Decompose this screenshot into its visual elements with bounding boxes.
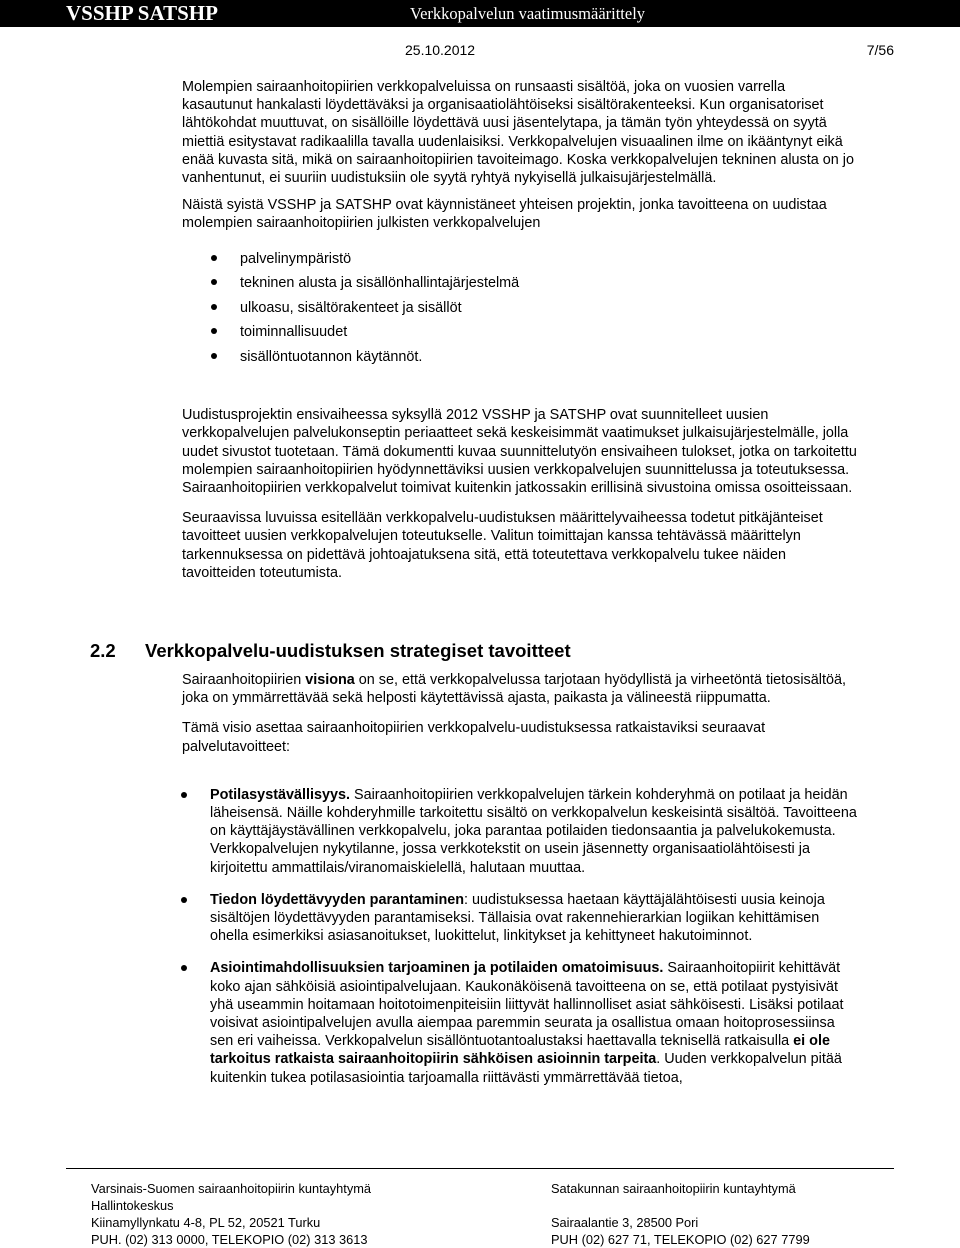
bullet-icon — [181, 897, 187, 903]
footer-line: Varsinais-Suomen sairaanhoitopiirin kuntayhtymä — [91, 1181, 372, 1196]
list-item-text: tekninen alusta ja sisällönhallintajärjestelmä — [240, 275, 520, 292]
footer-line: PUH. (02) 313 0000, TELEKOPIO (02) 313 3613 — [91, 1232, 368, 1247]
list-item-text: palvelinympäristö — [240, 250, 352, 267]
vision-text-end: on se, että verkkopalvelussa tarjotaan hyödyllistä ja virheetöntä tietosisältöä, joka on ymmärrettävää sekä helposti käytettävissä ajasta, paikasta ja välineestä riippumatta. — [182, 672, 846, 707]
footer-line: Satakunnan sairaanhoitopiirin kuntayhtymä — [551, 1181, 796, 1196]
list-item-text: sisällöntuotannon käytännöt. — [240, 348, 423, 365]
bullet-icon — [181, 792, 187, 798]
goal-item-patient-friendliness — [182, 786, 857, 877]
goal-text-end: . Uuden verkkopalvelun pitää kuitenkin tukea potilasasiointia tarjoamalla riittävästi ymmärrettävää tietoa, — [210, 1051, 842, 1086]
page-number: 7/56 — [866, 42, 894, 58]
service-goals-list — [182, 786, 857, 1087]
vision-paragraph — [182, 671, 857, 707]
section-heading — [90, 640, 571, 662]
section-number: 2.2 — [90, 640, 116, 661]
goal-text: Sairaanhoitopiirien verkkopalvelujen tärkein kohderyhmä on potilaat ja heidän läheisensä. Näille kohderyhmille tarkoitettu sisältö on verkkopalvelun keskeisintä sisältöä. Tavoitteena on käyttäjäystävällinen verkkopalvelu, joka parantaa potilaiden tiedonsaantia ja palvelukokemusta. Verkkopalvelujen nykytilanne, jossa verkkotekstit on usein jäsennetty organisaatiolähtöisesti ja kirjoitettu ammattilais/viranomaiskielellä, halutaan muuttaa. — [210, 786, 857, 876]
list-item — [182, 247, 857, 272]
header-date: 25.10.2012 — [405, 42, 476, 58]
bullet-icon — [211, 304, 217, 310]
bullet-icon — [211, 279, 217, 285]
goal-item-e-services — [182, 959, 857, 1086]
goal-emphasis: ei ole tarkoitus ratkaista sairaanhoitopiirin sähköisen asioinnin tarpeita — [210, 1033, 830, 1068]
list-item — [182, 296, 857, 321]
strategy-section — [182, 671, 857, 1101]
intro-paragraph-4: Seuraavissa luvuissa esitellään verkkopalvelu-uudistuksen määrittelyvaiheessa todetut pitkäjänteiset tavoitteet uusien verkkopalvelujen toteutukselle. Valitun toimittajan kanssa tehtävässä määrittelyn tarkennuksessa on pidettävä johtoajatuksena sitä, että toteutettava verkkopalvelu tukee näiden tavoitteiden toteutumista. — [182, 510, 823, 581]
header-bar — [0, 0, 960, 27]
bullet-icon — [211, 255, 217, 261]
goal-text: : uudistuksessa haetaan käyttäjälähtöisesti uusia keinoja sisältöjen löydettävyyden parantamiseksi. Tällaisia ovat rakennehierarkian logiikan kehittämisen ohella esimerkiksi asiasanoitukset, luokittelut, linkitykset ja kehittyneet hakutoiminnot. — [210, 891, 825, 945]
footer-line: Sairaalantie 3, 28500 Pori — [551, 1215, 699, 1230]
intro-section — [182, 78, 857, 582]
intro-paragraph-1: Molempien sairaanhoitopiirien verkkopalveluissa on runsaasti sisältöä, joka on vuosien varrella kasautunut hankalasti löydettäväksi ja organisaatiolähtöiseksi sisältörakenteeksi. Kun organisatoriset lähtökohdat muuttuvat, on sisällöille löydettävä uusi jäsentelytapa, ja tämän työn yhteydessä on syytä miettiä esitystavat radikaalilla tavalla uudenlaisiksi. Verkkopalvelujen visuaalinen ilme on ikääntynyt eikä enää kuvasta sitä, mikä on sairaanhoitopiirien tavoiteimago. Koska verkkopalvelujen tekninen alusta on jo vanhentunut, ei suuriin uudistuksiin ole syytä ryhtyä nykyisellä julkaisujärjestelmällä. — [182, 79, 854, 187]
goal-item-findability — [182, 891, 857, 946]
intro-paragraph-3: Uudistusprojektin ensivaiheessa syksyllä 2012 VSSHP ja SATSHP ovat suunnitelleet uusien verkkopalvelujen palvelukonseptin periaatteet sekä keskeisimmät vaatimukset julkaisujärjestelmälle, jolla uudet sivustot tuotetaan. Tämä dokumentti kuvaa suunnittelutyön ensivaiheen tulokset, jotka on tarkoitettu molempien sairaanhoitopiirien hyödynnettäviksi uusien verkkopalvelujen suunnittelussa ja toteutuksessa. Sairaanhoitopiirien verkkopalvelut toimivat kuitenkin jatkossakin erillisinä sivustoina omissa osoitteissaan. — [182, 407, 857, 496]
vision-keyword: visiona — [305, 672, 355, 688]
list-item-text: toiminnallisuudet — [240, 324, 348, 341]
list-item — [182, 320, 857, 345]
footer-spacer — [551, 1197, 810, 1214]
goals-intro-paragraph: Tämä visio asettaa sairaanhoitopiirien verkkopalvelu-uudistuksessa ratkaistaviksi seuraavat palvelutavoitteet: — [182, 720, 766, 755]
goal-title: Potilasystävällisyys. — [210, 786, 350, 803]
list-item — [182, 345, 857, 370]
footer-line: PUH (02) 627 71, TELEKOPIO (02) 627 7799 — [551, 1232, 810, 1247]
header-document-title: Verkkopalvelun vaatimusmäärittely — [410, 4, 646, 23]
footer-vsshp-contact — [91, 1180, 371, 1248]
footer-divider — [66, 1168, 894, 1169]
intro-paragraph-2: Näistä syistä VSSHP ja SATSHP ovat käynnistäneet yhteisen projektin, jonka tavoitteena on uudistaa molempien sairaanhoitopiirien julkisten verkkopalvelujen — [182, 197, 827, 232]
footer-line: Hallintokeskus — [91, 1198, 174, 1213]
goal-title: Asiointimahdollisuuksien tarjoaminen ja potilaiden omatoimisuus. — [210, 960, 664, 977]
vision-text-start: Sairaanhoitopiirien — [182, 672, 306, 688]
list-item — [182, 271, 857, 296]
section-title: Verkkopalvelu-uudistuksen strategiset tavoitteet — [145, 640, 571, 661]
bullet-icon — [211, 328, 217, 334]
footer-satshp-contact — [551, 1180, 810, 1248]
goal-title: Tiedon löydettävyyden parantaminen — [210, 891, 465, 908]
list-item-text: ulkoasu, sisältörakenteet ja sisällöt — [240, 299, 462, 316]
bullet-icon — [211, 353, 217, 359]
bullet-icon — [181, 965, 187, 971]
footer-line: Kiinamyllynkatu 4-8, PL 52, 20521 Turku — [91, 1215, 321, 1230]
goal-text: Sairaanhoitopiirit kehittävät koko ajan sähköisiä asiointipalvelujaan. Kaukonäköisenä tavoitteena on se, että potilaat pystyisivät yhä useammin hoitamaan hoitotoimenpiteisiin liittyvät hallinnolliset asiat sähköisesti. Lisäksi potilaat voisivat asiointipalvelujen avulla aiempaa paremmin seurata ja osallistua omaan hoitoprosessiinsa sen eri vaiheissa. Verkkopalvelun sisällöntuotantoalustaksi haettavalla teknisellä ratkaisulla — [210, 960, 844, 1050]
header-organization: VSSHP SATSHP — [66, 1, 218, 25]
renewal-scope-list — [182, 247, 857, 370]
